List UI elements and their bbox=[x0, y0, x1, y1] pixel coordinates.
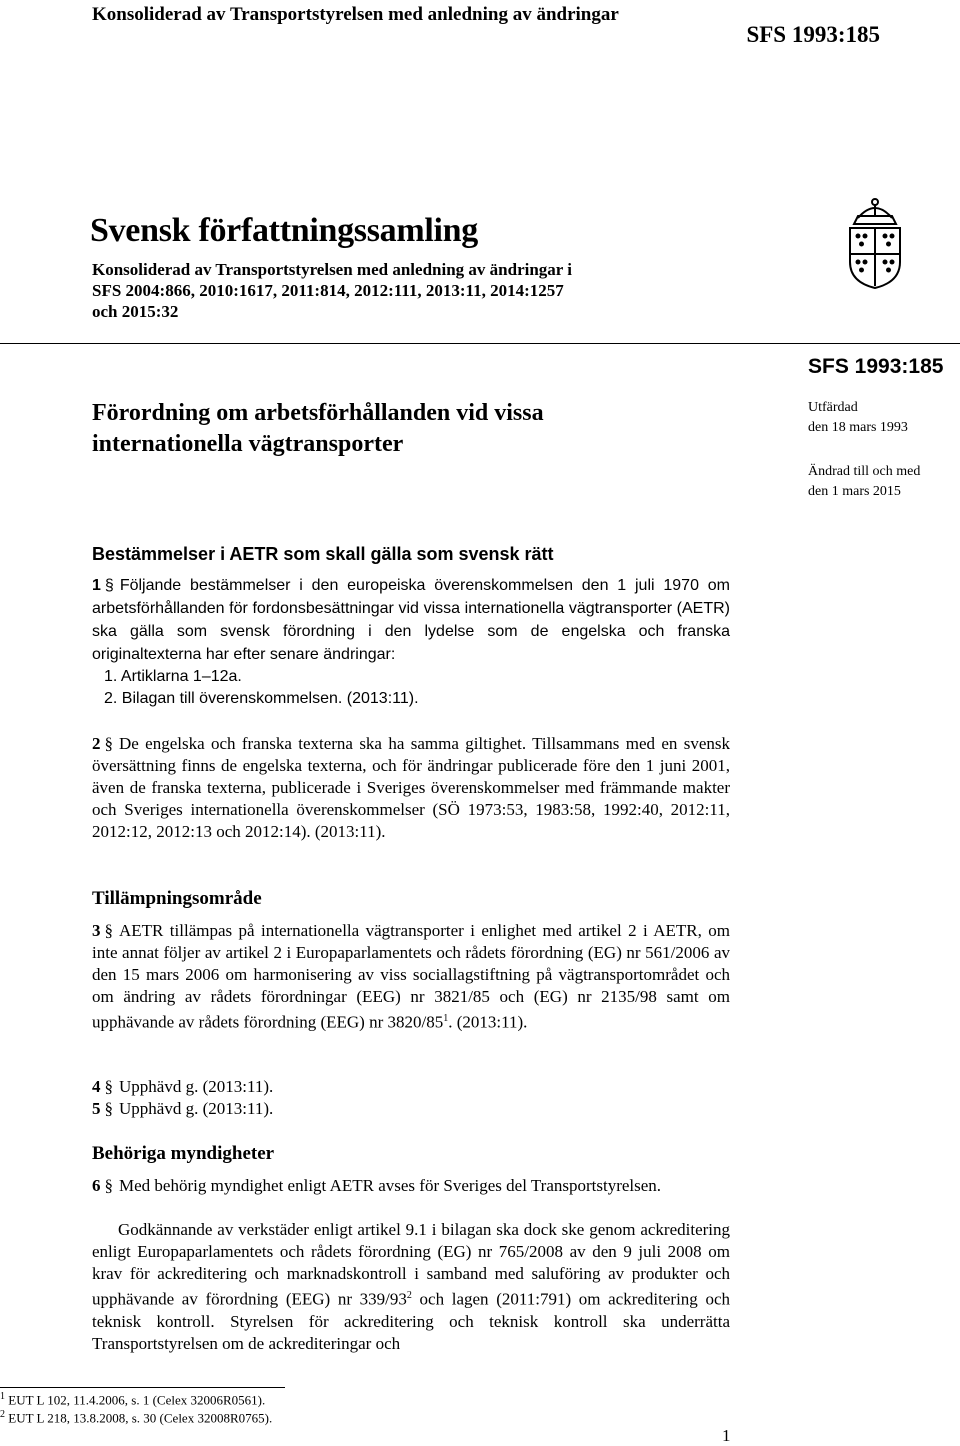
swedish-crest-icon bbox=[836, 196, 914, 292]
paragraph-1 bbox=[92, 574, 730, 666]
paragraph-number: 2 bbox=[92, 734, 101, 753]
section-sign-icon: § bbox=[104, 921, 113, 940]
paragraph-number: 6 bbox=[92, 1176, 101, 1195]
footnote bbox=[0, 1409, 272, 1426]
section-heading: Tillämpningsområde bbox=[92, 888, 262, 909]
subtitle-line: Konsoliderad av Transportstyrelsen med anledning av ändringar i bbox=[92, 260, 573, 279]
paragraph-3 bbox=[92, 920, 730, 1034]
footnote-text: EUT L 102, 11.4.2006, s. 1 (Celex 32006R0561). bbox=[8, 1392, 266, 1408]
section-heading: Bestämmelser i AETR som skall gälla som svensk rätt bbox=[92, 544, 554, 564]
ordinance-title-line: internationella vägtransporter bbox=[92, 431, 404, 457]
paragraph-number: 5 bbox=[92, 1099, 101, 1118]
paragraph-text: Upphävd g. (2013:11). bbox=[119, 1077, 274, 1096]
paragraph-text: Godkännande av verkstäder enligt artikel 9.1 i bilagan ska dock ske genom ackreditering enligt Europaparlamentets och rådets förordning (EG) nr 765/2008 av den 9 juli 2008 om krav för ackreditering och marknadskontroll i samband med saluföring av produkter och upphävande av förordning (EEG) nr 339/93 bbox=[92, 1220, 730, 1309]
ordinance-title bbox=[92, 398, 544, 460]
list-item: 2. Bilagan till överenskommelsen. (2013:11). bbox=[104, 690, 419, 707]
page-number: 1 bbox=[722, 1426, 731, 1445]
issued-info bbox=[808, 398, 908, 438]
paragraph-text: Upphävd g. (2013:11). bbox=[119, 1099, 274, 1118]
footnote bbox=[0, 1391, 265, 1408]
footnote-text: EUT L 218, 13.8.2008, s. 30 (Celex 32008R0765). bbox=[8, 1410, 273, 1426]
ordinance-title-line: Förordning om arbetsförhållanden vid vissa bbox=[92, 400, 544, 426]
paragraph-4 bbox=[92, 1076, 730, 1098]
footnote-number: 2 bbox=[0, 1409, 5, 1420]
collection-subtitle bbox=[92, 259, 692, 322]
paragraph-text: och lagen (2011:791) om ackreditering och teknisk kontroll. Styrelsen för ackreditering och teknisk kontroll ska underrätta Transportstyrelsen om de ackrediteringar och bbox=[92, 1289, 731, 1353]
subtitle-line: SFS 2004:866, 2010:1617, 2011:814, 2012:111, 2013:11, 2014:1257 bbox=[92, 281, 564, 300]
issued-label: Utfärdad bbox=[808, 400, 858, 415]
section-sign-icon: § bbox=[104, 577, 114, 594]
section-heading: Behöriga myndigheter bbox=[92, 1143, 275, 1164]
paragraph-number: 1 bbox=[92, 577, 101, 594]
paragraph-text: De engelska och franska texterna ska ha samma giltighet. Tillsammans med en svensk översättning finns de engelska texterna, och för ändringar publicerade före den 1 juni 2001, även de franska texterna, publicerade i Sveriges överenskommelser med främmande makter och Sveriges internationella överenskommelser (SÖ 1973:53, 1983:58, 1992:40, 2012:11, 2012:12, 2012:13 och 2012:14). (2013:11). bbox=[92, 734, 730, 841]
paragraph-number: 4 bbox=[92, 1077, 101, 1096]
section-sign-icon: § bbox=[104, 734, 113, 753]
footnote-ref: 1 bbox=[443, 1013, 449, 1024]
subtitle-line: och 2015:32 bbox=[92, 302, 179, 321]
section-sign-icon: § bbox=[104, 1077, 113, 1096]
paragraph-text: AETR tillämpas på internationella vägtransporter i enlighet med artikel 2 i AETR, om inte annat följer av artikel 2 i Europaparlamentets och rådets förordning (EG) nr 561/2006 av den 15 mars 2006 om harmonisering av viss sociallagstiftning på vägtransportområdet och om ändring av rådets förordningar (EEG) nr 3821/85 och (EG) nr 2135/98 samt om upphävande av rådets förordning (EEG) nr 3820/85 bbox=[92, 921, 730, 1032]
list-item: 1. Artiklarna 1–12a. bbox=[104, 668, 242, 685]
collection-title: Svensk författningssamling bbox=[90, 212, 478, 249]
footnote-number: 1 bbox=[0, 1391, 5, 1402]
section-sign-icon: § bbox=[104, 1099, 113, 1118]
section-sign-icon: § bbox=[104, 1176, 113, 1195]
paragraph-6 bbox=[92, 1175, 730, 1197]
paragraph-2 bbox=[92, 733, 730, 843]
running-header-left: Konsoliderad av Transportstyrelsen med anledning av ändringar bbox=[92, 4, 619, 25]
paragraph-6b bbox=[92, 1219, 730, 1355]
paragraph-text: Följande bestämmelser i den europeiska överenskommelsen den 1 juli 1970 om arbetsförhållanden för fordonsbesättningar vid vissa internationella vägtransporter (AETR) ska gälla som svensk förordning i den lydelse som de engelska och franska originaltexterna har efter senare ändringar: bbox=[92, 577, 730, 663]
issued-date: den 18 mars 1993 bbox=[808, 420, 908, 435]
amended-label: Ändrad till och med bbox=[808, 464, 921, 479]
paragraph-number: 3 bbox=[92, 921, 101, 940]
running-header-sfs: SFS 1993:185 bbox=[746, 22, 880, 47]
amended-info bbox=[808, 462, 920, 502]
header-divider bbox=[0, 343, 960, 344]
footnote-ref: 2 bbox=[406, 1290, 412, 1301]
paragraph-tail: . (2013:11). bbox=[448, 1012, 528, 1032]
footnote-divider bbox=[0, 1387, 285, 1388]
sfs-number: SFS 1993:185 bbox=[808, 355, 944, 378]
paragraph-text: Med behörig myndighet enligt AETR avses för Sveriges del Transportstyrelsen. bbox=[119, 1176, 662, 1195]
amended-date: den 1 mars 2015 bbox=[808, 484, 901, 499]
paragraph-5 bbox=[92, 1098, 730, 1120]
